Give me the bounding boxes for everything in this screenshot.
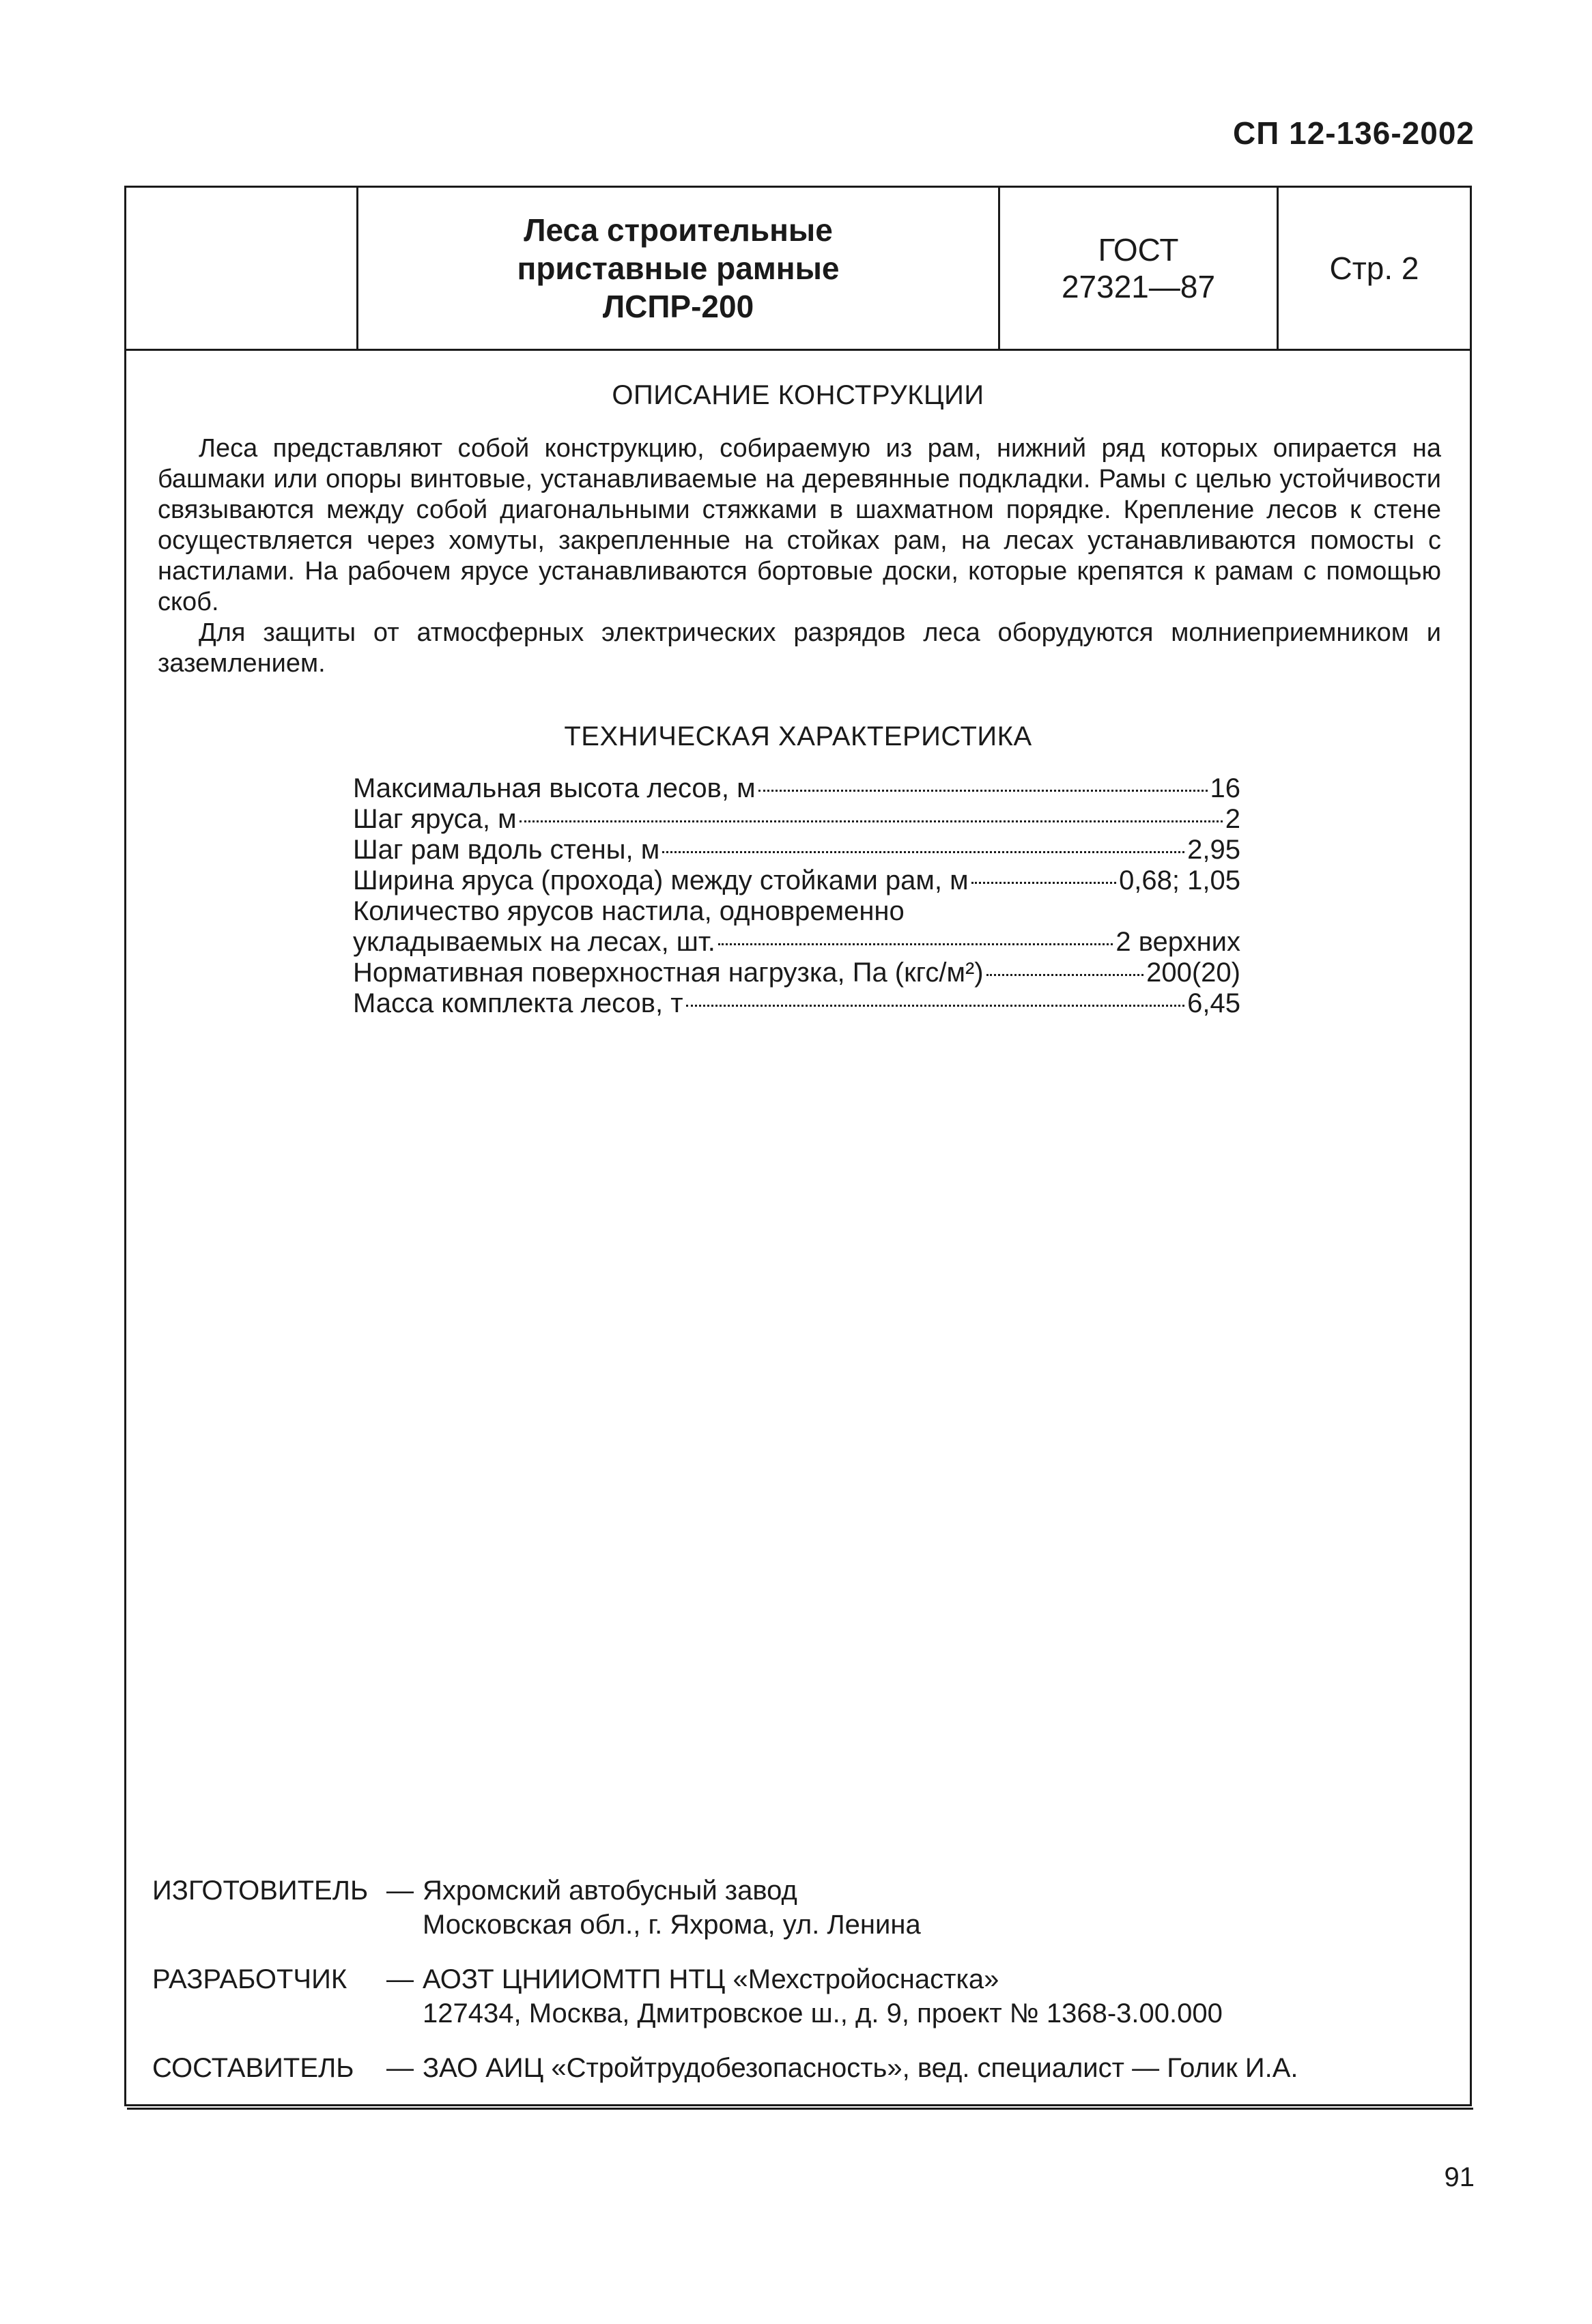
credit-line: АОЗТ ЦНИИОМТП НТЦ «Мехстройоснастка» bbox=[423, 1964, 999, 1994]
spec-label: Количество ярусов настила, одновременно bbox=[353, 896, 905, 926]
spec-label: укладываемых на лесах, шт. bbox=[353, 927, 715, 957]
specs-list bbox=[353, 773, 1240, 1019]
leader-dots bbox=[520, 820, 1223, 822]
frame-bottom-rule bbox=[127, 2108, 1473, 2110]
spec-label: Шаг яруса, м bbox=[353, 804, 517, 834]
leader-dots bbox=[718, 943, 1113, 945]
spec-value: 6,45 bbox=[1187, 988, 1240, 1018]
description-paragraph: Леса представляют собой конструкцию, собираемую из рам, нижний ряд которых опирается на башмаки или опоры винтовые, устанавливаемые на деревянные подкладки. Рамы с целью устойчивости связываются между собой диагональными стяжками в шахматном порядке. Крепление лесов к стене осуществляется через хомуты, закрепленные на стойках рам, на лесах устанавливаются помосты с настилами. На рабочем ярусе устанавливаются бортовые доски, которые крепятся к рамам с помощью скоб. bbox=[158, 434, 1441, 616]
spec-label: Нормативная поверхностная нагрузка, Па (кгс/м²) bbox=[353, 958, 984, 988]
leader-dots bbox=[758, 790, 1208, 792]
leader-dots bbox=[971, 882, 1116, 884]
credit-dash: — bbox=[386, 2053, 414, 2083]
gost-number: 27321—87 bbox=[1061, 269, 1216, 304]
spec-value: 2 bbox=[1225, 804, 1240, 834]
document-frame bbox=[124, 186, 1472, 2106]
product-title-line: ЛСПР-200 bbox=[602, 289, 754, 324]
credit-role: ИЗГОТОВИТЕЛЬ bbox=[152, 1876, 369, 1906]
document-code: СП 12-136-2002 bbox=[1233, 115, 1475, 151]
spec-label: Масса комплекта лесов, т bbox=[353, 988, 683, 1018]
spec-row bbox=[353, 804, 1240, 835]
credit-role: СОСТАВИТЕЛЬ bbox=[152, 2053, 354, 2083]
credit-line: ЗАО АИЦ «Стройтрудобезопасность», вед. специалист — Голик И.А. bbox=[423, 2053, 1298, 2083]
credit-line: Яхромский автобусный завод bbox=[423, 1876, 797, 1906]
spec-value: 0,68; 1,05 bbox=[1119, 865, 1240, 895]
credit-manufacturer bbox=[152, 1874, 1449, 1942]
spec-label: Ширина яруса (прохода) между стойками рам, м bbox=[353, 865, 969, 895]
spec-row bbox=[353, 773, 1240, 804]
product-title-line: Леса строительные bbox=[524, 212, 833, 248]
spec-value: 2,95 bbox=[1187, 835, 1240, 865]
description-text bbox=[158, 433, 1441, 679]
spec-row bbox=[353, 958, 1240, 988]
spec-value: 16 bbox=[1210, 773, 1240, 803]
credits-block bbox=[152, 1874, 1449, 2106]
credit-details bbox=[423, 1874, 1449, 1942]
leader-dots bbox=[686, 1005, 1185, 1007]
credit-role: РАЗРАБОТЧИК bbox=[152, 1964, 347, 1994]
gost-label: ГОСТ bbox=[1098, 232, 1179, 268]
product-title-line: приставные рамные bbox=[517, 250, 840, 286]
spec-row bbox=[353, 896, 1240, 927]
spec-value: 200(20) bbox=[1146, 958, 1240, 988]
credit-dash: — bbox=[386, 1964, 414, 1994]
title-block-blank-cell bbox=[126, 188, 358, 349]
credit-details bbox=[423, 2051, 1449, 2085]
title-block bbox=[126, 188, 1470, 351]
spec-label: Шаг рам вдоль стены, м bbox=[353, 835, 660, 865]
spec-row bbox=[353, 988, 1240, 1019]
gost-reference bbox=[1000, 188, 1279, 349]
credit-dash: — bbox=[386, 1876, 414, 1906]
spec-row bbox=[353, 835, 1240, 865]
credit-compiler bbox=[152, 2051, 1449, 2085]
description-heading: ОПИСАНИЕ КОНСТРУКЦИИ bbox=[612, 380, 984, 410]
spec-label: Максимальная высота лесов, м bbox=[353, 773, 756, 803]
sheet-page-label: Стр. 2 bbox=[1329, 250, 1419, 286]
leader-dots bbox=[986, 974, 1144, 976]
spec-row bbox=[353, 865, 1240, 896]
credit-line: Московская обл., г. Яхрома, ул. Ленина bbox=[423, 1910, 921, 1940]
spec-row bbox=[353, 927, 1240, 958]
credit-details bbox=[423, 1962, 1449, 2031]
description-paragraph: Для защиты от атмосферных электрических разрядов леса оборудуются молниеприемником и заземлением. bbox=[158, 618, 1441, 678]
credit-developer bbox=[152, 1962, 1449, 2031]
leader-dots bbox=[662, 851, 1184, 853]
credit-line: 127434, Москва, Дмитровское ш., д. 9, проект № 1368-3.00.000 bbox=[423, 1998, 1223, 2028]
product-title bbox=[358, 188, 1000, 349]
specs-heading: ТЕХНИЧЕСКАЯ ХАРАКТЕРИСТИКА bbox=[564, 721, 1032, 751]
spec-value: 2 верхних bbox=[1115, 927, 1240, 957]
page-number: 91 bbox=[1444, 2162, 1475, 2192]
